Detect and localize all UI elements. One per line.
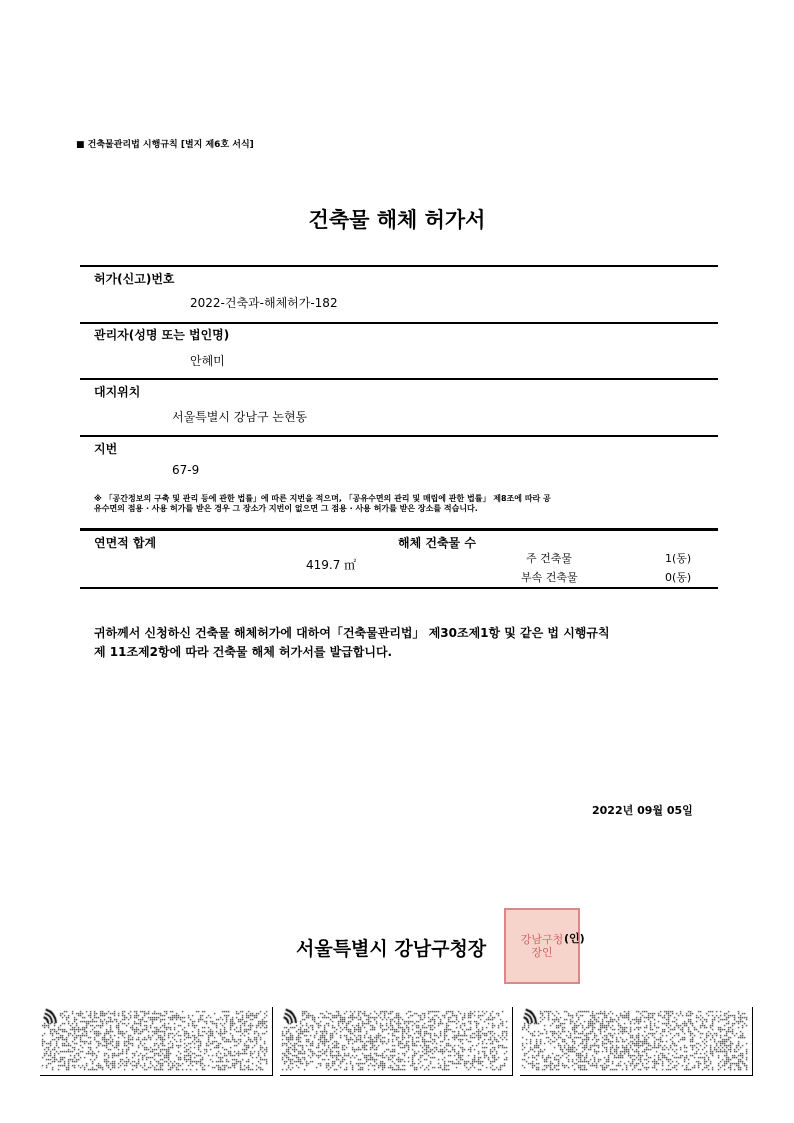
manager-value: 안혜미 — [190, 354, 225, 368]
count-label: 해체 건축물 수 — [398, 536, 476, 550]
area-value: 419.7 ㎡ — [306, 558, 357, 572]
barcode-2 — [280, 1007, 513, 1076]
issue-date: 2022년 09월 05일 — [592, 804, 693, 817]
site-value: 서울특별시 강남구 논현동 — [172, 410, 308, 424]
body-line-1: 귀하께서 신청하신 건축물 해체허가에 대하여「건축물관리법」 제30조제1항 및 같은 법 시행규칙 — [94, 626, 610, 640]
sub-building-value: 0(동) — [665, 571, 692, 584]
main-building-label: 주 건축물 — [526, 552, 573, 565]
official-seal — [504, 908, 580, 984]
note-line-2: 유수면의 점용 · 사용 허가를 받은 경우 그 장소가 지번이 없으면 그 점용 · 사용 허가를 받은 장소를 적습니다. — [94, 504, 478, 513]
sub-building-label: 부속 건축물 — [521, 571, 578, 584]
site-label: 대지위치 — [94, 385, 141, 399]
seal-text: 강남구청장인 — [520, 933, 564, 959]
page-title: 건축물 해체 허가서 — [308, 208, 486, 232]
barcode-1 — [40, 1007, 273, 1076]
manager-label: 관리자(성명 또는 법인명) — [94, 328, 230, 342]
form-reference: ■ 건축물관리법 시행규칙 [별지 제6호 서식] — [76, 140, 254, 150]
lot-label: 지번 — [94, 442, 118, 456]
lot-value: 67-9 — [172, 463, 200, 477]
main-building-value: 1(동) — [665, 552, 692, 565]
area-label: 연면적 합계 — [94, 536, 157, 550]
seal-mark: (인) — [564, 932, 585, 945]
permit-no-value: 2022-건축과-해체허가-182 — [190, 296, 338, 310]
issuer-name: 서울특별시 강남구청장 — [296, 938, 487, 960]
body-line-2: 제 11조제2항에 따라 건축물 해체 허가서를 발급합니다. — [94, 645, 393, 659]
note-line-1: ※ 「공간정보의 구축 및 관리 등에 관한 법률」에 따른 지번을 적으며, 「공유수면의 관리 및 매립에 관한 법률」 제8조에 따라 공 — [94, 494, 551, 503]
barcode-3 — [520, 1007, 753, 1076]
permit-no-label: 허가(신고)번호 — [94, 272, 175, 286]
